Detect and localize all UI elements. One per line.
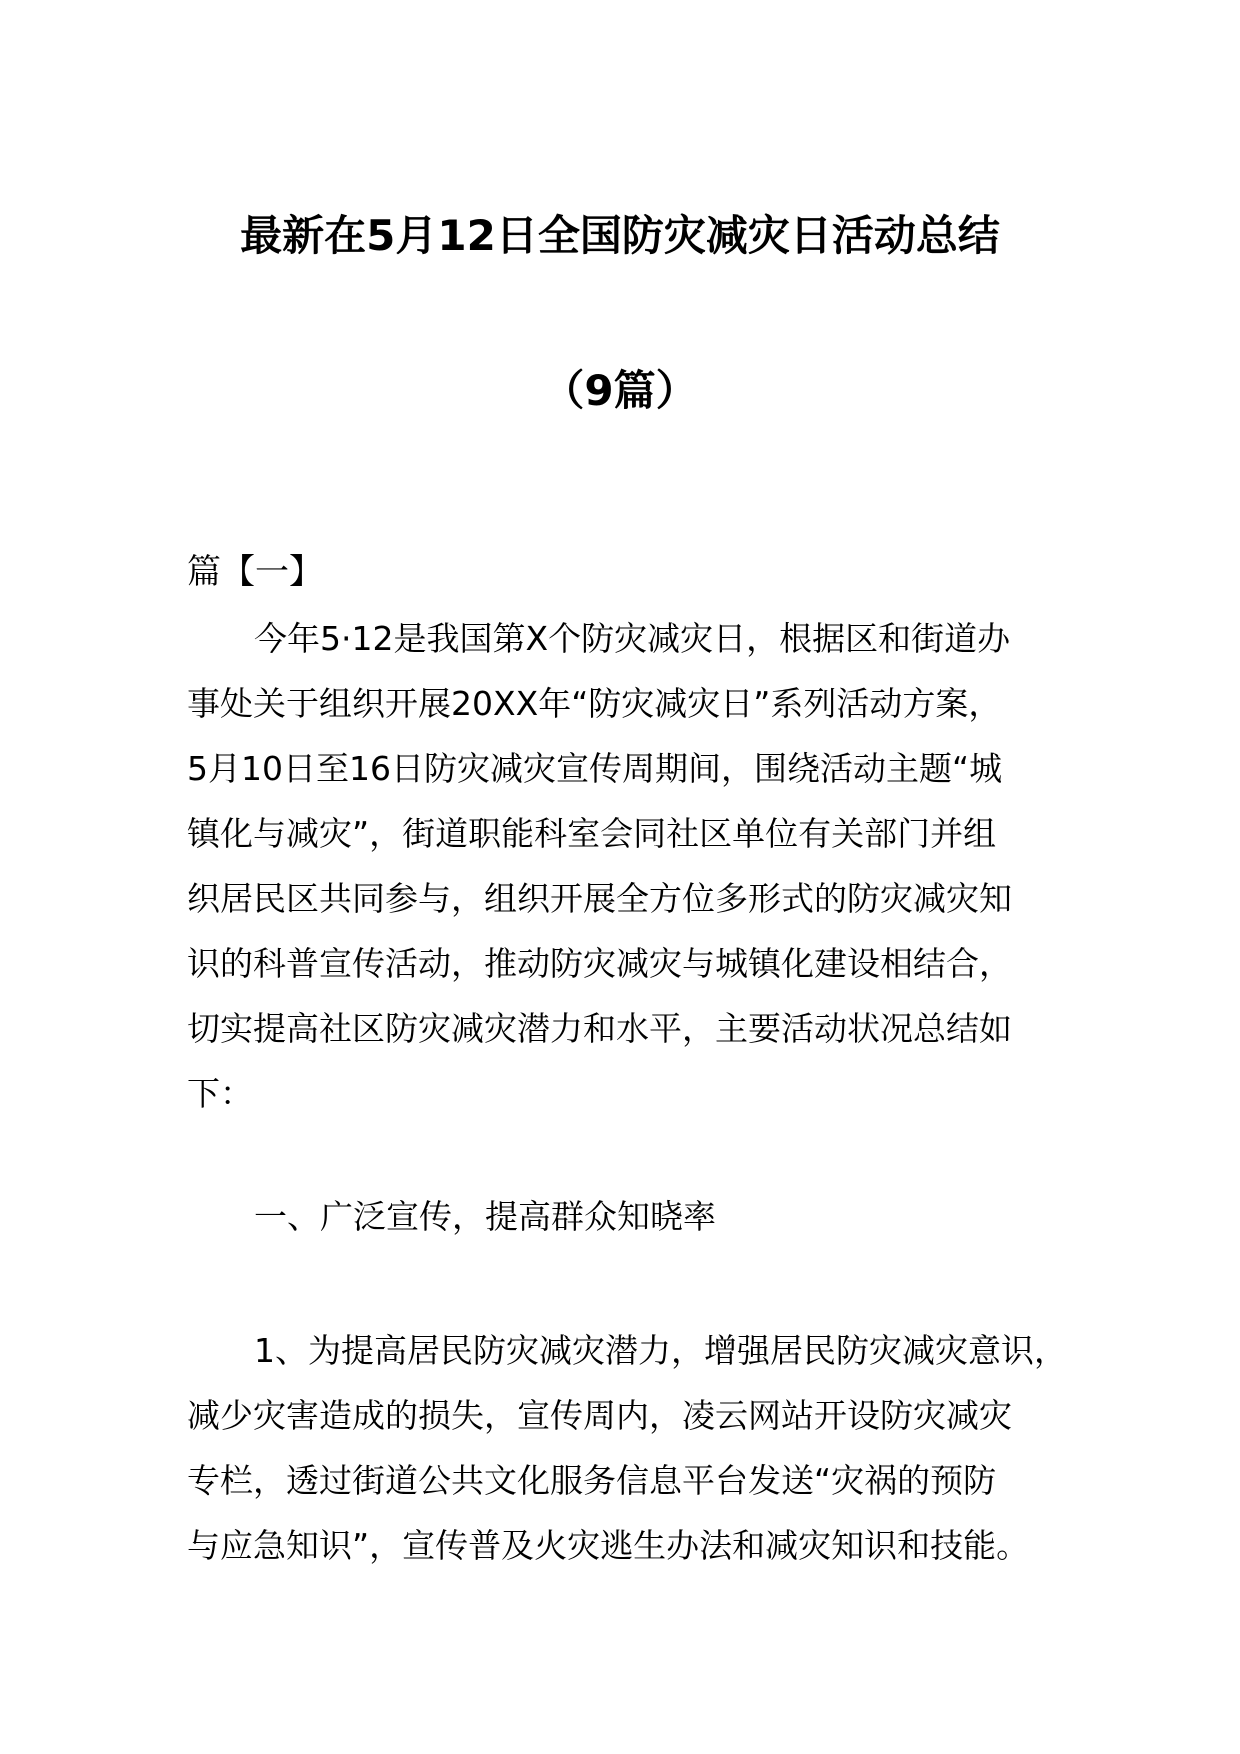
paragraph-line: 今年5·12是我国第X个防灾减灾日，根据区和街道办 — [254, 619, 1011, 658]
paragraph-line: 专栏，透过街道公共文化服务信息平台发送“灾祸的预防 — [187, 1461, 997, 1500]
paragraph-line: 与应急知识”，宣传普及火灾逃生办法和减灾知识和技能。 — [187, 1526, 1030, 1565]
section-label: 篇【一】 — [187, 552, 323, 592]
paragraph-line: 5月10日至16日防灾减灾宣传周期间，围绕活动主题“城 — [187, 749, 1003, 788]
paragraph-line: 识的科普宣传活动，推动防灾减灾与城镇化建设相结合， — [187, 944, 1012, 983]
paragraph-line: 下： — [187, 1074, 253, 1113]
paragraph-intro — [187, 606, 1087, 1126]
paragraph-line: 织居民区共同参与，组织开展全方位多形式的防灾减灾知 — [187, 879, 1012, 918]
paragraph-line: 事处关于组织开展20XX年“防灾减灾日”系列活动方案， — [187, 684, 1002, 723]
paragraph-line: 1、为提高居民防灾减灾潜力，增强居民防灾减灾意识， — [254, 1331, 1067, 1370]
document-title-count: （9篇） — [542, 366, 698, 415]
paragraph-line: 镇化与减灾”，街道职能科室会同社区单位有关部门并组 — [187, 814, 997, 853]
paragraph-line: 减少灾害造成的损失，宣传周内，凌云网站开设防灾减灾 — [187, 1396, 1012, 1435]
section-heading: 一、广泛宣传，提高群众知晓率 — [254, 1197, 716, 1236]
document-title: 最新在5月12日全国防灾减灾日活动总结 — [240, 211, 1000, 260]
paragraph-line: 切实提高社区防灾减灾潜力和水平，主要活动状况总结如 — [187, 1009, 1012, 1048]
paragraph-publicity — [187, 1318, 1087, 1578]
